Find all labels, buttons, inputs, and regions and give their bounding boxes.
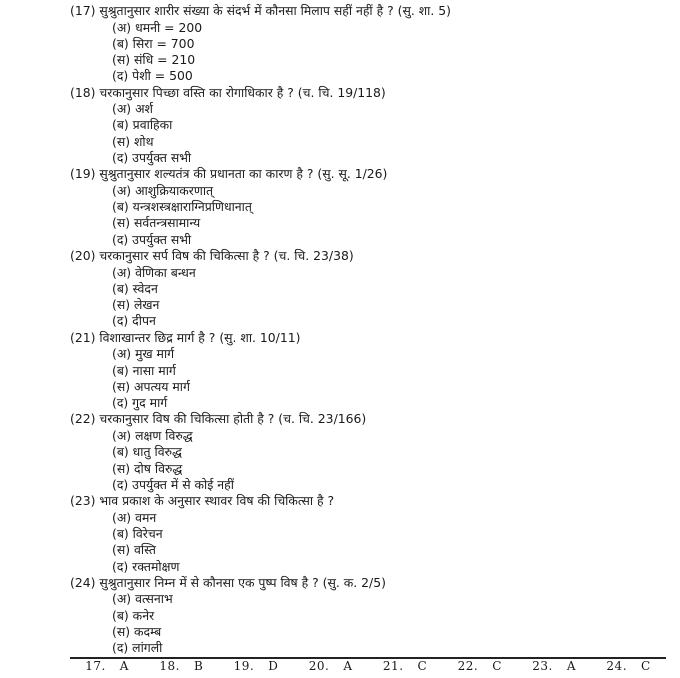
option-b: (ब) स्वेदन [112, 280, 158, 296]
answer-letter: D [268, 659, 279, 673]
answer-number: 21. [382, 659, 404, 673]
question-text: (21) विशाखान्तर छिद्र मार्ग है ? (सु. शा. 10/11) [70, 329, 301, 345]
option-a: (अ) अर्श [112, 101, 153, 117]
answer-letter: A [119, 659, 129, 673]
option-c: (स) कदम्ब [112, 623, 162, 639]
question-21 [70, 330, 670, 412]
option-d: (द) दीपन [112, 313, 156, 329]
option-b: (ब) नासा मार्ग [112, 362, 176, 378]
option-c: (स) वस्ति [112, 542, 156, 558]
option-d: (द) उपर्युक्त सभी [112, 150, 192, 166]
answer-number: 19. [233, 659, 255, 673]
question-text: (19) सुश्रुतानुसार शल्यतंत्र की प्रधानता का कारण है ? (सु. सू. 1/26) [70, 166, 388, 182]
answer-22 [458, 659, 502, 673]
option-a: (अ) धमनी = 200 [112, 19, 203, 35]
option-c: (स) दोष विरुद्ध [112, 460, 183, 476]
option-d: (द) लांगली [112, 640, 163, 656]
answer-23 [532, 659, 576, 673]
option-b: (ब) विरेचन [112, 525, 163, 541]
answer-number: 17. [85, 659, 106, 673]
answer-number: 18. [159, 659, 180, 673]
answer-number: 23. [532, 659, 553, 673]
question-20 [70, 248, 670, 330]
option-a: (अ) वमन [112, 509, 157, 525]
option-c: (स) संधि = 210 [112, 52, 196, 68]
answer-19 [234, 659, 279, 673]
question-23 [70, 493, 670, 575]
question-text: (18) चरकानुसार पिच्छा वस्ति का रोगाधिकार है ? (च. चि. 19/118) [70, 84, 386, 100]
answer-letter: A [566, 659, 577, 673]
question-19 [70, 166, 670, 248]
question-18 [70, 85, 670, 167]
option-b: (ब) प्रवाहिका [112, 117, 173, 133]
option-b: (ब) कनेर [112, 607, 155, 623]
option-d: (द) उपर्युक्त सभी [112, 231, 192, 247]
question-text: (24) सुश्रुतानुसार निम्न में से कौनसा एक पुष्प विष है ? (सु. क. 2/5) [70, 574, 386, 590]
question-text: (17) सुश्रुतानुसार शारीर संख्या के संदर्भ में कौनसा मिलाप सहीं नहीं है ? (सु. शा. 5) [70, 3, 451, 18]
option-d: (द) गुद मार्ग [112, 395, 168, 411]
option-a: (अ) वत्सनाभ [112, 591, 173, 607]
question-17 [70, 3, 670, 85]
answer-letter: A [343, 659, 353, 673]
option-c: (स) शोथ [112, 133, 154, 149]
answer-20 [309, 659, 353, 673]
option-c: (स) अपत्यय मार्ग [112, 378, 190, 394]
option-d: (द) पेशी = 500 [112, 68, 193, 84]
answer-21 [383, 659, 427, 673]
option-b: (ब) सिरा = 700 [112, 35, 195, 51]
answer-key [70, 658, 666, 674]
answer-letter: C [417, 659, 428, 673]
option-c: (स) सर्वतन्त्रसामान्य [112, 215, 201, 231]
answer-number: 22. [457, 659, 479, 673]
question-list [70, 3, 670, 657]
question-24 [70, 575, 670, 657]
answer-18 [159, 659, 203, 673]
option-b: (ब) धातु विरुद्ध [112, 444, 182, 460]
question-text: (23) भाव प्रकाश के अनुसार स्थावर विष की चिकित्सा है ? [70, 493, 335, 509]
option-a: (अ) वेणिका बन्धन [112, 264, 196, 280]
answer-number: 20. [308, 659, 330, 673]
question-text: (20) चरकानुसार सर्प विष की चिकित्सा है ? (च. चि. 23/38) [70, 248, 354, 264]
answer-letter: C [492, 659, 502, 673]
answer-letter: B [193, 659, 204, 673]
option-b: (ब) यन्त्रशस्त्रक्षाराग्निप्रणिधानात् [112, 199, 252, 215]
option-d: (द) रक्तमोक्षण [112, 558, 180, 574]
answer-letter: C [641, 659, 651, 673]
option-d: (द) उपर्युक्त में से कोई नहीं [112, 476, 234, 492]
answer-24 [606, 659, 650, 673]
option-a: (अ) आशुक्रियाकरणात् [112, 182, 214, 198]
option-a: (अ) लक्षण विरुद्ध [112, 427, 193, 443]
option-a: (अ) मुख मार्ग [112, 346, 175, 362]
answer-17 [85, 659, 129, 673]
answer-number: 24. [606, 659, 628, 673]
question-22 [70, 411, 670, 493]
question-text: (22) चरकानुसार विष की चिकित्सा होती है ? (च. चि. 23/166) [70, 411, 367, 427]
option-c: (स) लेखन [112, 297, 160, 313]
